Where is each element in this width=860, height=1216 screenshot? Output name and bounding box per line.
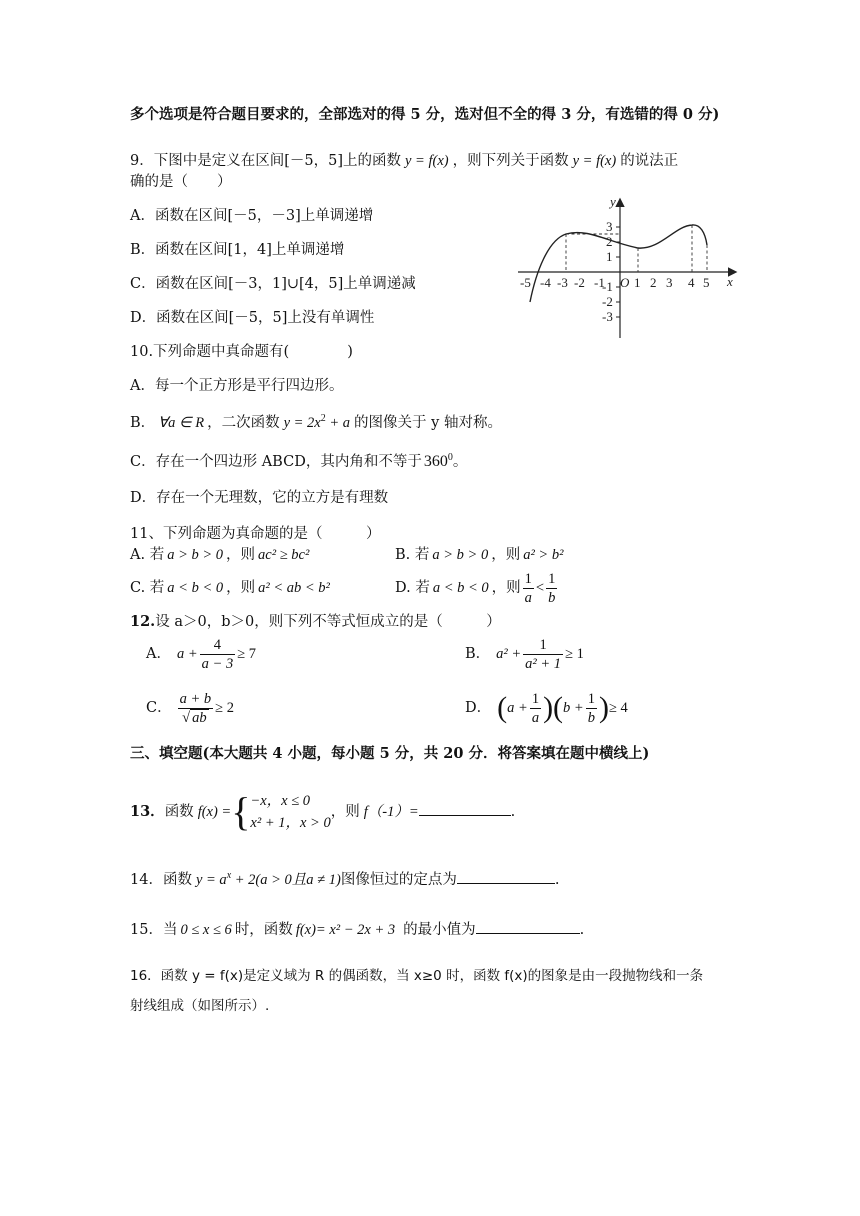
q10-b-post: 的图像关于 y 轴对称。 [354, 415, 502, 431]
q13-mid: ，则 [330, 804, 360, 820]
q12-c-fraction [178, 690, 214, 727]
q11-a-result: ac² ≥ bc² [258, 547, 310, 563]
q14-pre: 14．函数 [130, 872, 192, 888]
frac-den: a − 3 [201, 655, 234, 672]
q13-cases [250, 790, 330, 834]
x-tick-label: -1 [594, 275, 605, 290]
q9-function-graph [510, 190, 745, 340]
q12-c-tail: ≥ 2 [215, 700, 234, 716]
q10-option-b [130, 413, 502, 433]
q13-func: f(x) = [197, 804, 232, 820]
q10-c-post: 。 [452, 454, 468, 470]
q15-cond: 0 ≤ x ≤ 6 [180, 922, 232, 938]
q15-post: 的最小值为 [403, 922, 476, 938]
q12-d-right-fraction [586, 690, 597, 727]
y-tick-label: -1 [602, 279, 613, 294]
frac-num: 1 [587, 690, 595, 707]
q12-option-a [146, 634, 256, 674]
x-tick-label: 2 [650, 275, 657, 290]
q11-d-mid: ，则 [491, 580, 521, 596]
q12-b-lead: a² + [496, 646, 522, 662]
q11-d-fraction-right [546, 570, 557, 607]
q11-d-op: < [535, 580, 545, 596]
x-tick-label: -5 [520, 275, 531, 290]
q12-b-tail: ≥ 1 [565, 646, 584, 662]
q10-c-sup: 0 [447, 452, 453, 464]
x-tick-label: -4 [540, 275, 551, 290]
q12-option-c [146, 688, 234, 728]
q9-stem-b: ，则下列关于函数 [452, 153, 569, 169]
x-tick-label: 5 [703, 275, 710, 290]
q15-answer-blank[interactable] [476, 919, 580, 934]
function-curve [530, 225, 707, 302]
q14-math-tail: + 2(a > 0且a ≠ 1) [231, 872, 341, 888]
frac-den: a [531, 709, 540, 726]
q10-b-mid: ，二次函数 [207, 415, 280, 431]
q15-end: . [579, 922, 585, 938]
q9-stem-line1 [130, 151, 678, 171]
q15-func: f(x)= x² − 2x + 3 [295, 922, 396, 938]
q11-b-pre: B. 若 [395, 547, 430, 563]
q15-mid: 时，函数 [234, 922, 293, 938]
q14-post: 图像恒过的定点为 [340, 872, 457, 888]
q9-option-b: B．函数在区间[1，4]上单调递增 [130, 242, 345, 258]
q11-option-a [130, 545, 309, 565]
y-tick-label: 2 [606, 234, 613, 249]
q12-d-left-lead: a + [507, 700, 528, 716]
q16-line2: 射线组成（如图所示）. [130, 998, 270, 1014]
q9-option-a: A．函数在区间[－5，－3]上单调递增 [130, 208, 374, 224]
frac-den: a² + 1 [525, 655, 562, 672]
q11-d-fraction-left [523, 570, 534, 607]
frac-num: a + b [179, 690, 212, 707]
q9-stem-c: 的说法正 [620, 153, 679, 169]
q11-option-d [395, 568, 559, 608]
q12-d-label: D． [465, 700, 492, 716]
q12-a-fraction [200, 636, 236, 673]
frac-num: 4 [200, 636, 236, 655]
q12-a-lead: a + [176, 646, 198, 662]
q13-pre: 函数 [164, 804, 194, 820]
q13-case-1: −x，x ≤ 0 [250, 793, 311, 809]
frac-den: a [524, 589, 532, 606]
origin-label: O [620, 275, 630, 290]
section2-scoring-note: 多个选项是符合题目要求的，全部选对的得 5 分，选对但不全的得 3 分，有选错的得 0 分) [130, 106, 720, 123]
x-axis-label: x [727, 274, 733, 289]
x-tick-label: 4 [688, 275, 695, 290]
x-tick-label: -2 [574, 275, 585, 290]
section3-header: 三、填空题(本大题共 4 小题，每小题 5 分，共 20 分．将答案填在题中横线上) [130, 745, 650, 762]
q11-b-result: a² > b² [523, 547, 564, 563]
q14-sup: x [226, 870, 232, 882]
q11-c-mid: ，则 [226, 580, 256, 596]
y-tick-label: 1 [606, 249, 613, 264]
q13-end: . [510, 804, 516, 820]
q13: 13．函数 f(x) ={ −x，x ≤ 0 x² + 1，x > 0 ，则 f（-1）= . [130, 789, 516, 834]
frac-num: 1 [548, 570, 556, 587]
q11-d-pre: D. 若 [395, 580, 430, 596]
q11-option-b [395, 545, 563, 565]
q10-stem: 10.下列命题中真命题有( ) [130, 344, 353, 360]
q12-d-right-lead: b + [563, 700, 584, 716]
q11-b-cond: a > b > 0 [432, 547, 489, 563]
x-tick-label: 1 [634, 275, 641, 290]
q12-c-label: C． [146, 700, 172, 716]
q9-func-2: y = f(x) [572, 153, 617, 169]
q12-d-left-fraction [530, 690, 541, 727]
q12-stem-text: 设 a＞0，b＞0，则下列不等式恒成立的是（ ） [155, 614, 501, 630]
q9-option-d: D．函数在区间[－5，5]上没有单调性 [130, 310, 375, 326]
q12-option-d: D． (a + $\frac{1}{a}$ )(b + $\frac{1}{b}$ )≥ 4 [465, 690, 628, 726]
frac-num: 1 [523, 636, 563, 655]
q9-func-1: y = f(x) [405, 153, 449, 169]
q10-option-d: D．存在一个无理数，它的立方是有理数 [130, 490, 389, 506]
q14-answer-blank[interactable] [457, 869, 555, 884]
q14-end: . [554, 872, 560, 888]
frac-den: b [587, 709, 595, 726]
q9-option-c: C．函数在区间[－3，1]∪[4，5]上单调递减 [130, 276, 416, 292]
q14 [130, 869, 559, 890]
q13-ask: f（-1）= [363, 804, 419, 820]
frac-num: 1 [531, 690, 540, 707]
q13-case-2: x² + 1，x > 0 [250, 815, 331, 831]
frac-den: b [548, 589, 556, 606]
q15 [130, 919, 584, 940]
sqrt-radicand: ab [192, 709, 207, 726]
q10-b-math2: y = 2x [283, 415, 321, 431]
q10-c-math: 360 [423, 453, 448, 470]
q15-pre: 15．当 [130, 922, 178, 938]
frac-den: √ ab [182, 709, 207, 726]
y-axis-label: y [610, 194, 616, 209]
q11-c-pre: C. 若 [130, 580, 165, 596]
q12-stem [130, 612, 501, 632]
q12-number: 12. [130, 613, 156, 630]
q10-c-pre: C．存在一个四边形 ABCD，其内角和不等于 [130, 454, 422, 470]
q12-a-label: A． [146, 646, 171, 662]
q10-option-a: A．每一个正方形是平行四边形。 [130, 378, 344, 394]
q10-option-c [130, 452, 467, 472]
q10-b-label: B． [130, 415, 156, 431]
q9-stem-a: 9．下图中是定义在区间[－5，5]上的函数 [130, 153, 401, 169]
frac-num: 1 [524, 570, 532, 587]
y-tick-label: -2 [602, 294, 613, 309]
q11-a-cond: a > b > 0 [167, 547, 224, 563]
q14-math: y = a [195, 872, 227, 888]
q11-option-c [130, 578, 330, 598]
q12-d-tail: ≥ 4 [608, 700, 628, 716]
q9-stem-line2: 确的是（ ） [130, 174, 232, 190]
x-tick-label: -3 [557, 275, 568, 290]
q10-b-sup: 2 [320, 413, 326, 425]
q11-a-mid: ，则 [226, 547, 256, 563]
q13-answer-blank[interactable] [419, 801, 511, 816]
q11-c-result: a² < ab < b² [258, 580, 330, 596]
q13-number: 13． [130, 803, 165, 820]
q16-line1: 16．函数 y = f(x)是定义域为 R 的偶函数，当 x≥0 时，函数 f(x)的图象是由一段抛物线和一条 [130, 968, 704, 984]
x-tick-label: 3 [666, 275, 673, 290]
q12-b-fraction [523, 636, 563, 673]
q11-b-mid: ，则 [491, 547, 521, 563]
q11-c-cond: a < b < 0 [167, 580, 224, 596]
q12-option-b [465, 634, 584, 674]
q11-d-cond: a < b < 0 [432, 580, 489, 596]
q12-a-tail: ≥ 7 [237, 646, 257, 662]
q11-a-pre: A. 若 [130, 547, 165, 563]
y-tick-label: 3 [606, 219, 613, 234]
q10-b-math1: ∀a ∈ R [158, 415, 205, 431]
q11-stem: 11、下列命题为真命题的是（ ） [130, 526, 381, 542]
y-tick-label: -3 [602, 309, 613, 324]
q10-b-math2-tail: + a [325, 415, 351, 431]
q12-b-label: B． [465, 646, 491, 662]
